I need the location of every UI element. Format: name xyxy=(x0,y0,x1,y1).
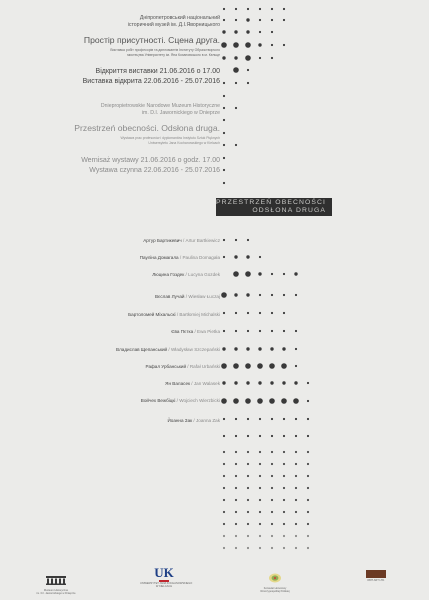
dot xyxy=(247,82,249,84)
dot xyxy=(257,363,263,369)
dot xyxy=(223,535,225,537)
dot xyxy=(259,8,261,10)
dot xyxy=(271,57,273,59)
dot xyxy=(259,475,261,477)
dot xyxy=(295,348,297,350)
dot xyxy=(223,418,225,420)
dot xyxy=(271,511,273,513)
ua-institution-line1: Дніпропетровський національний xyxy=(139,15,220,21)
dot xyxy=(223,330,225,332)
pl-subtitle-line2: Uniwersytetu Jana Kochanowskiego w Kielcach xyxy=(148,141,220,145)
dot xyxy=(235,107,237,109)
museum-building-icon xyxy=(36,576,76,585)
dot xyxy=(247,312,249,314)
dot xyxy=(245,398,251,404)
dot xyxy=(221,398,227,404)
dot xyxy=(235,19,237,21)
artist-name-separator: / xyxy=(190,381,194,386)
dot xyxy=(235,475,237,477)
dot xyxy=(295,535,297,537)
artist-name-ua: Пауліна Домагала xyxy=(139,255,179,260)
dot xyxy=(247,69,249,71)
dot xyxy=(234,30,237,33)
dot xyxy=(307,523,309,525)
dot xyxy=(223,107,225,109)
dot xyxy=(247,451,249,453)
dot xyxy=(259,499,261,501)
dot xyxy=(223,511,225,513)
artist-name-separator: / xyxy=(184,272,189,277)
artist-name-separator: / xyxy=(192,418,196,423)
dot xyxy=(271,523,273,525)
pl-title: Przestrzeń obecności. Odsłona druga. xyxy=(74,123,220,133)
dot xyxy=(233,271,239,277)
consulate-logo-caption2: Rzeczypospolitej Polskiej xyxy=(260,589,290,593)
pl-institution-line2: im. D.I. Jawornickiego w Dnieprze xyxy=(141,110,220,116)
dot xyxy=(269,363,275,369)
dot xyxy=(307,547,309,549)
artist-name-pl: Jan Walasek xyxy=(193,381,220,386)
dot xyxy=(247,547,249,549)
dot xyxy=(259,330,261,332)
dot xyxy=(295,499,297,501)
dot xyxy=(283,463,285,465)
dot xyxy=(259,19,261,21)
dot xyxy=(307,535,309,537)
museum-logo xyxy=(36,572,76,596)
dot xyxy=(235,8,237,10)
dot xyxy=(247,8,249,10)
dot xyxy=(246,255,249,258)
dot xyxy=(295,435,297,437)
artist-name-ua: Войчех Вежбіцкі xyxy=(140,398,176,403)
dot xyxy=(221,292,227,298)
dot xyxy=(246,347,249,350)
dot xyxy=(223,523,225,525)
dot xyxy=(247,435,249,437)
dot xyxy=(257,398,263,404)
artist-name-ua: Йоанна Зак xyxy=(167,418,193,423)
dot xyxy=(247,330,249,332)
pl-period: Wystawa czynna 22.06.2016 - 25.07.2016 xyxy=(89,167,220,174)
dot xyxy=(235,547,237,549)
artist-name-pl: Joanna Zak xyxy=(195,418,220,423)
dot xyxy=(245,42,251,48)
ua-subtitle-line1: Виставка робіт професорів та дипломантів Інституту Образотворчого xyxy=(110,48,220,52)
dot xyxy=(283,523,285,525)
dot xyxy=(295,547,297,549)
dot xyxy=(245,55,251,61)
dot xyxy=(295,463,297,465)
dot xyxy=(271,463,273,465)
dot xyxy=(235,535,237,537)
dot xyxy=(247,511,249,513)
dot xyxy=(234,255,237,258)
dot xyxy=(247,499,249,501)
dot xyxy=(271,499,273,501)
dot xyxy=(295,487,297,489)
dot xyxy=(259,256,261,258)
dot xyxy=(281,398,287,404)
dot xyxy=(234,381,237,384)
dot xyxy=(223,256,225,258)
dot xyxy=(223,499,225,501)
dot xyxy=(259,312,261,314)
dot xyxy=(223,157,225,159)
dot xyxy=(221,363,227,369)
dot xyxy=(283,511,285,513)
dot xyxy=(246,18,249,21)
dot xyxy=(295,330,297,332)
dot xyxy=(307,451,309,453)
dot xyxy=(235,82,237,84)
dot xyxy=(223,19,225,21)
artist-name-pl: Rafał Urbański xyxy=(189,364,220,369)
artist-name-ua: Владислав Щепанський xyxy=(116,347,168,352)
dot xyxy=(235,511,237,513)
dot xyxy=(235,523,237,525)
dot xyxy=(223,239,225,241)
museum-logo-caption1: Muzeum Historyczne xyxy=(43,589,69,592)
dot xyxy=(307,511,309,513)
dot xyxy=(246,293,249,296)
artist-name-ua: Єва Пєтка xyxy=(171,329,194,334)
dot xyxy=(235,435,237,437)
band-title-line2: ODSŁONA DRUGA xyxy=(252,207,326,214)
dot xyxy=(283,435,285,437)
sponsor-logo-mark xyxy=(366,570,386,578)
artist-name-separator: / xyxy=(175,312,180,317)
pl-institution-line1: Dniepropietrowskie Narodowe Muzeum Historyczne xyxy=(100,103,220,109)
dot xyxy=(293,398,299,404)
dot xyxy=(235,144,237,146)
dot xyxy=(223,435,225,437)
university-logo-caption2: W KIELCACH xyxy=(155,584,173,588)
dot xyxy=(271,31,273,33)
dot xyxy=(271,418,273,420)
dot xyxy=(223,8,225,10)
artist-name-ua: Бартоломей Міхальскі xyxy=(128,312,176,317)
dot xyxy=(271,547,273,549)
dot xyxy=(233,42,239,48)
dot xyxy=(294,272,297,275)
dot xyxy=(233,363,239,369)
dot xyxy=(259,535,261,537)
artist-name-ua: Рафал Урбанський xyxy=(145,364,187,369)
dot xyxy=(235,418,237,420)
dot xyxy=(235,330,237,332)
dot xyxy=(307,435,309,437)
ua-title: Простір присутності. Сцена друга. xyxy=(83,35,220,45)
dot xyxy=(295,418,297,420)
dot xyxy=(283,487,285,489)
dot xyxy=(307,400,309,402)
dot xyxy=(271,273,273,275)
dot xyxy=(295,294,297,296)
dot xyxy=(295,365,297,367)
dot xyxy=(283,475,285,477)
artist-name-separator: / xyxy=(167,347,171,352)
artist-name-pl: Paulina Domagała xyxy=(182,255,220,260)
dot xyxy=(271,19,273,21)
artist-name-pl: Władysław Szczepański xyxy=(170,347,220,352)
dot xyxy=(245,271,251,277)
dot xyxy=(283,418,285,420)
dot xyxy=(259,487,261,489)
dot xyxy=(258,43,261,46)
dot xyxy=(270,347,273,350)
dot xyxy=(222,381,225,384)
dot xyxy=(259,435,261,437)
dot xyxy=(270,381,273,384)
dot xyxy=(307,382,309,384)
dot xyxy=(258,381,261,384)
dot xyxy=(259,31,261,33)
dot xyxy=(307,475,309,477)
dot xyxy=(223,451,225,453)
dot xyxy=(295,511,297,513)
artist-name-ua: Ян Валасек xyxy=(165,381,191,386)
dot xyxy=(223,463,225,465)
dot xyxy=(271,8,273,10)
sponsor-logo-caption: OBIT ART LTD. xyxy=(367,579,385,582)
ua-opening: Відкриття виставки 21.06.2016 о 17.00 xyxy=(95,68,220,75)
dot xyxy=(223,144,225,146)
dot xyxy=(247,475,249,477)
artist-name-pl: Artur Bartkiewicz xyxy=(185,238,220,243)
artist-name-separator: / xyxy=(193,329,198,334)
dot xyxy=(247,535,249,537)
artist-name-pl: Wojciech Wierzbicki xyxy=(179,398,220,403)
dot xyxy=(233,67,239,73)
pl-subtitle-line1: Wystawa prac profesorów i dyplomantów Instytutu Sztuk Pięknych xyxy=(120,136,220,140)
dot xyxy=(223,475,225,477)
dot xyxy=(235,239,237,241)
dot xyxy=(247,487,249,489)
band-title-line1: PRZESTRZEŃ OBECNOŚCI xyxy=(216,199,326,206)
dot xyxy=(247,239,249,241)
dot xyxy=(222,56,225,59)
dot xyxy=(259,57,261,59)
dot xyxy=(258,347,261,350)
artist-name-pl: Ewa Pietka xyxy=(197,329,220,334)
artist-name-separator: / xyxy=(181,238,186,243)
dot xyxy=(246,30,249,33)
dot xyxy=(245,363,251,369)
dot xyxy=(223,312,225,314)
dot xyxy=(223,487,225,489)
dot xyxy=(222,30,225,33)
dot xyxy=(307,418,309,420)
dot xyxy=(223,547,225,549)
dot xyxy=(271,535,273,537)
university-logo xyxy=(140,565,193,589)
dot xyxy=(271,312,273,314)
dot xyxy=(235,451,237,453)
dot xyxy=(283,547,285,549)
dot xyxy=(246,381,249,384)
dot xyxy=(295,523,297,525)
dot xyxy=(233,398,239,404)
footer xyxy=(0,560,429,600)
consulate-emblem-icon xyxy=(268,573,282,583)
dot xyxy=(307,463,309,465)
artist-name-separator: / xyxy=(178,255,183,260)
dot xyxy=(259,451,261,453)
consulate-logo xyxy=(255,570,295,594)
dot xyxy=(271,44,273,46)
artist-name-pl: Wiesław Łuczaj xyxy=(188,294,220,299)
dot xyxy=(234,347,237,350)
dot xyxy=(271,435,273,437)
dot xyxy=(223,182,225,184)
dot xyxy=(283,330,285,332)
dot xyxy=(247,418,249,420)
dot xyxy=(235,463,237,465)
dot xyxy=(221,42,227,48)
sponsor-logo xyxy=(364,570,388,583)
dot xyxy=(223,119,225,121)
artist-name-ua: Люцина Гоздек xyxy=(152,272,185,277)
university-logo-caption1: UNIWERSYTET JANA KOCHANOWSKIEGO xyxy=(140,582,193,585)
dot xyxy=(283,312,285,314)
ua-subtitle-line2: мистецтва Університету ім. Яна Кохановського в м. Кельце xyxy=(127,53,220,57)
dot xyxy=(295,475,297,477)
dot xyxy=(282,347,285,350)
dot xyxy=(223,169,225,171)
dot xyxy=(281,363,287,369)
dot xyxy=(283,451,285,453)
artist-name-separator: / xyxy=(186,364,190,369)
dot xyxy=(235,312,237,314)
pl-opening: Wernisaż wystawy 21.06.2016 o godz. 17.00 xyxy=(81,157,220,164)
dot xyxy=(307,487,309,489)
artist-name-ua: Артур Бартикевич xyxy=(143,238,182,243)
university-logo-mark: UK xyxy=(154,565,174,580)
dot xyxy=(283,273,285,275)
dot xyxy=(235,499,237,501)
artist-name-separator: / xyxy=(175,398,180,403)
dot xyxy=(223,132,225,134)
dot xyxy=(269,398,275,404)
dot xyxy=(235,487,237,489)
dot xyxy=(283,499,285,501)
dot xyxy=(259,547,261,549)
dot xyxy=(234,293,237,296)
dot xyxy=(247,463,249,465)
dot xyxy=(271,330,273,332)
dot xyxy=(247,523,249,525)
dot xyxy=(294,381,297,384)
dot xyxy=(223,95,225,97)
dot xyxy=(258,272,261,275)
dot xyxy=(259,511,261,513)
dot xyxy=(259,463,261,465)
dot xyxy=(271,294,273,296)
dot xyxy=(271,487,273,489)
dot xyxy=(295,451,297,453)
dot xyxy=(259,418,261,420)
artist-name-pl: Lucyna Gozdek xyxy=(188,272,220,277)
artist-name-separator: / xyxy=(184,294,189,299)
dot xyxy=(222,347,225,350)
dot xyxy=(259,523,261,525)
artist-name-pl: Bartłomiej Michalski xyxy=(179,312,220,317)
museum-logo-caption2: im. D.I. Jawornickiego w Dnieprze xyxy=(36,591,76,595)
ua-institution-line2: історичний музей ім. Д.І.Яворницького xyxy=(127,22,220,28)
dot xyxy=(307,499,309,501)
dot xyxy=(283,19,285,21)
dot xyxy=(271,451,273,453)
dot xyxy=(282,381,285,384)
dot xyxy=(234,56,237,59)
dot xyxy=(283,8,285,10)
dot xyxy=(223,82,225,84)
dot xyxy=(283,294,285,296)
dot xyxy=(283,535,285,537)
dot xyxy=(283,44,285,46)
consulate-logo-caption1: Konsulat Honorowy xyxy=(263,587,287,590)
ua-period: Виставка відкрита 22.06.2016 - 25.07.2016 xyxy=(82,78,220,85)
dot xyxy=(259,294,261,296)
dot xyxy=(271,475,273,477)
artist-name-ua: Вєслав Лучай xyxy=(154,294,185,299)
